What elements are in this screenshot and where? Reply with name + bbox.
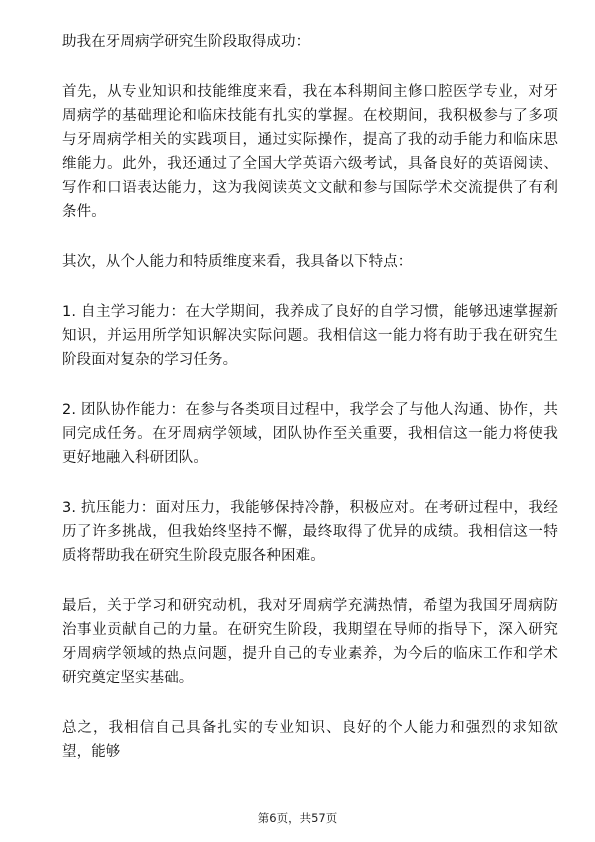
paragraph-gap xyxy=(62,54,558,80)
paragraph-gap xyxy=(62,372,558,398)
paragraph-gap xyxy=(62,690,558,716)
document-body xyxy=(62,30,558,764)
paragraph-professional-knowledge: 首先，从专业知识和技能维度来看，我在本科期间主修口腔医学专业，对牙周病学的基础理论和临床技能有扎实的掌握。在校期间，我积极参与了多项与牙周病学相关的实践项目，通过实际操作，提高了我的动手能力和临床思维能力。此外，我还通过了全国大学英语六级考试，具备良好的英语阅读、写作和口语表达能力，这为我阅读英文文献和参与国际学术交流提供了有利条件。 xyxy=(62,84,558,220)
page-number-footer: 第6页，共57页 xyxy=(257,811,338,825)
paragraph-conclusion: 总之，我相信自己具备扎实的专业知识、良好的个人能力和强烈的求知欲望，能够 xyxy=(62,720,558,760)
paragraph-self-learning: 1. 自主学习能力：在大学期间，我养成了良好的自学习惯，能够迅速掌握新知识，并运用所学知识解决实际问题。我相信这一能力将有助于我在研究生阶段面对复杂的学习任务。 xyxy=(62,304,558,368)
paragraph-gap xyxy=(62,568,558,594)
paragraph-gap xyxy=(62,224,558,250)
paragraph-gap xyxy=(62,470,558,496)
paragraph-motivation: 最后，关于学习和研究动机，我对牙周病学充满热情，希望为我国牙周病防治事业贡献自己的力量。在研究生阶段，我期望在导师的指导下，深入研究牙周病学领域的热点问题，提升自己的专业素养，为今后的临床工作和学术研究奠定坚实基础。 xyxy=(62,598,558,686)
paragraph-intro-continuation: 助我在牙周病学研究生阶段取得成功： xyxy=(62,34,311,50)
paragraph-teamwork: 2. 团队协作能力：在参与各类项目过程中，我学会了与他人沟通、协作，共同完成任务。在牙周病学领域，团队协作至关重要，我相信这一能力将使我更好地融入科研团队。 xyxy=(62,402,558,466)
paragraph-gap xyxy=(62,274,558,300)
paragraph-stress-resistance: 3. 抗压能力：面对压力，我能够保持冷静，积极应对。在考研过程中，我经历了许多挑战，但我始终坚持不懈，最终取得了优异的成绩。我相信这一特质将帮助我在研究生阶段克服各种困难。 xyxy=(62,500,558,564)
paragraph-personal-ability-heading: 其次，从个人能力和特质维度来看，我具备以下特点： xyxy=(62,254,413,270)
